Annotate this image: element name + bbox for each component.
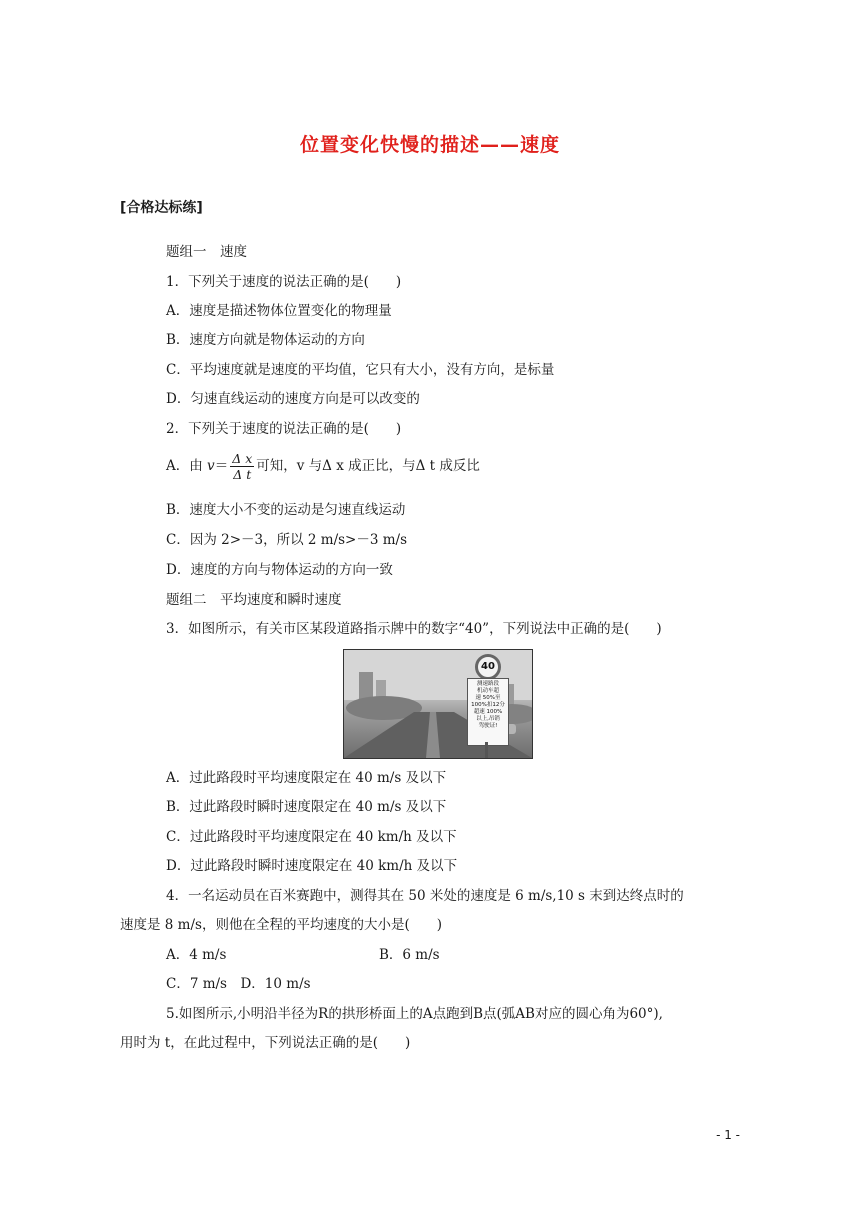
q1-option-d: D．匀速直线运动的速度方向是可以改变的 [166, 391, 420, 407]
q3-stem: 3．如图所示，有关市区某段道路指示牌中的数字“40”，下列说法中正确的是( ) [166, 621, 662, 637]
q2-stem: 2．下列关于速度的说法正确的是( ) [166, 421, 402, 437]
q4-option-a: A．4 m/s [166, 947, 227, 963]
q2-option-d: D．速度的方向与物体运动的方向一致 [166, 562, 393, 578]
page-title: 位置变化快慢的描述——速度 [299, 134, 560, 156]
q3-option-c: C．过此路段时平均速度限定在 40 km/h 及以下 [166, 829, 457, 845]
q2-option-c: C．因为 2>－3，所以 2 m/s>－3 m/s [166, 532, 408, 548]
section-heading: [合格达标练] [120, 200, 203, 216]
q3-option-b: B．过此路段时瞬时速度限定在 40 m/s 及以下 [166, 799, 447, 815]
q4-stem-line1: 4．一名运动员在百米赛跑中，测得其在 50 米处的速度是 6 m/s,10 s 末到达终点时的 [166, 888, 684, 904]
q2-a-eq: ＝ [214, 458, 229, 474]
q2-a-suffix: 可知，v 与Δ x 成正比，与Δ t 成反比 [256, 458, 480, 474]
q3-option-a: A．过此路段时平均速度限定在 40 m/s 及以下 [166, 770, 447, 786]
q1-option-b: B．速度方向就是物体运动的方向 [166, 332, 365, 348]
q1-option-a: A．速度是描述物体位置变化的物理量 [166, 303, 392, 319]
q2-a-prefix: A．由 [166, 458, 208, 474]
q4-option-b: B．6 m/s [379, 947, 440, 963]
sign-line: 测速路段 [476, 681, 499, 687]
q4-option-cd: C．7 m/s D．10 m/s [166, 976, 311, 992]
sign-line: 驾驶证! [478, 723, 498, 729]
q1-stem: 1．下列关于速度的说法正确的是( ) [166, 274, 402, 290]
sign-pole [485, 742, 488, 758]
group-heading-2: 题组二 平均速度和瞬时速度 [166, 592, 342, 608]
sign-line: 100%扣12分 [471, 702, 505, 708]
q3-option-d: D．过此路段时瞬时速度限定在 40 km/h 及以下 [166, 858, 458, 874]
q5-stem-line1: 5.如图所示,小明沿半径为R的拱形桥面上的A点跑到B点(弧AB对应的圆心角为60°), [166, 1006, 663, 1022]
sign-line: 以上,吊销 [476, 716, 500, 722]
sign-board [467, 678, 509, 746]
q5-stem-line2: 用时为 t，在此过程中，下列说法正确的是( ) [120, 1035, 411, 1051]
q1-option-c: C．平均速度就是速度的平均值，它只有大小，没有方向，是标量 [166, 362, 555, 378]
q4-stem-line2: 速度是 8 m/s，则他在全程的平均速度的大小是( ) [120, 917, 442, 933]
q2-option-a [166, 451, 480, 482]
fraction [230, 451, 254, 482]
fraction-denominator: Δ t [233, 467, 252, 482]
group-heading-1: 题组一 速度 [166, 244, 247, 260]
page-number: - 1 - [716, 1128, 740, 1142]
q2-option-b: B．速度大小不变的运动是匀速直线运动 [166, 502, 406, 518]
sign-line: 超速 100% [473, 709, 503, 715]
fraction-numerator: Δ x [232, 451, 253, 466]
q2-a-v: v [207, 458, 215, 474]
speed-limit-number: 40 [475, 654, 501, 680]
road-sign-photo [343, 649, 533, 759]
sign-line: 速 50%至 [475, 695, 501, 701]
sign-line: 机动车超 [476, 688, 499, 694]
